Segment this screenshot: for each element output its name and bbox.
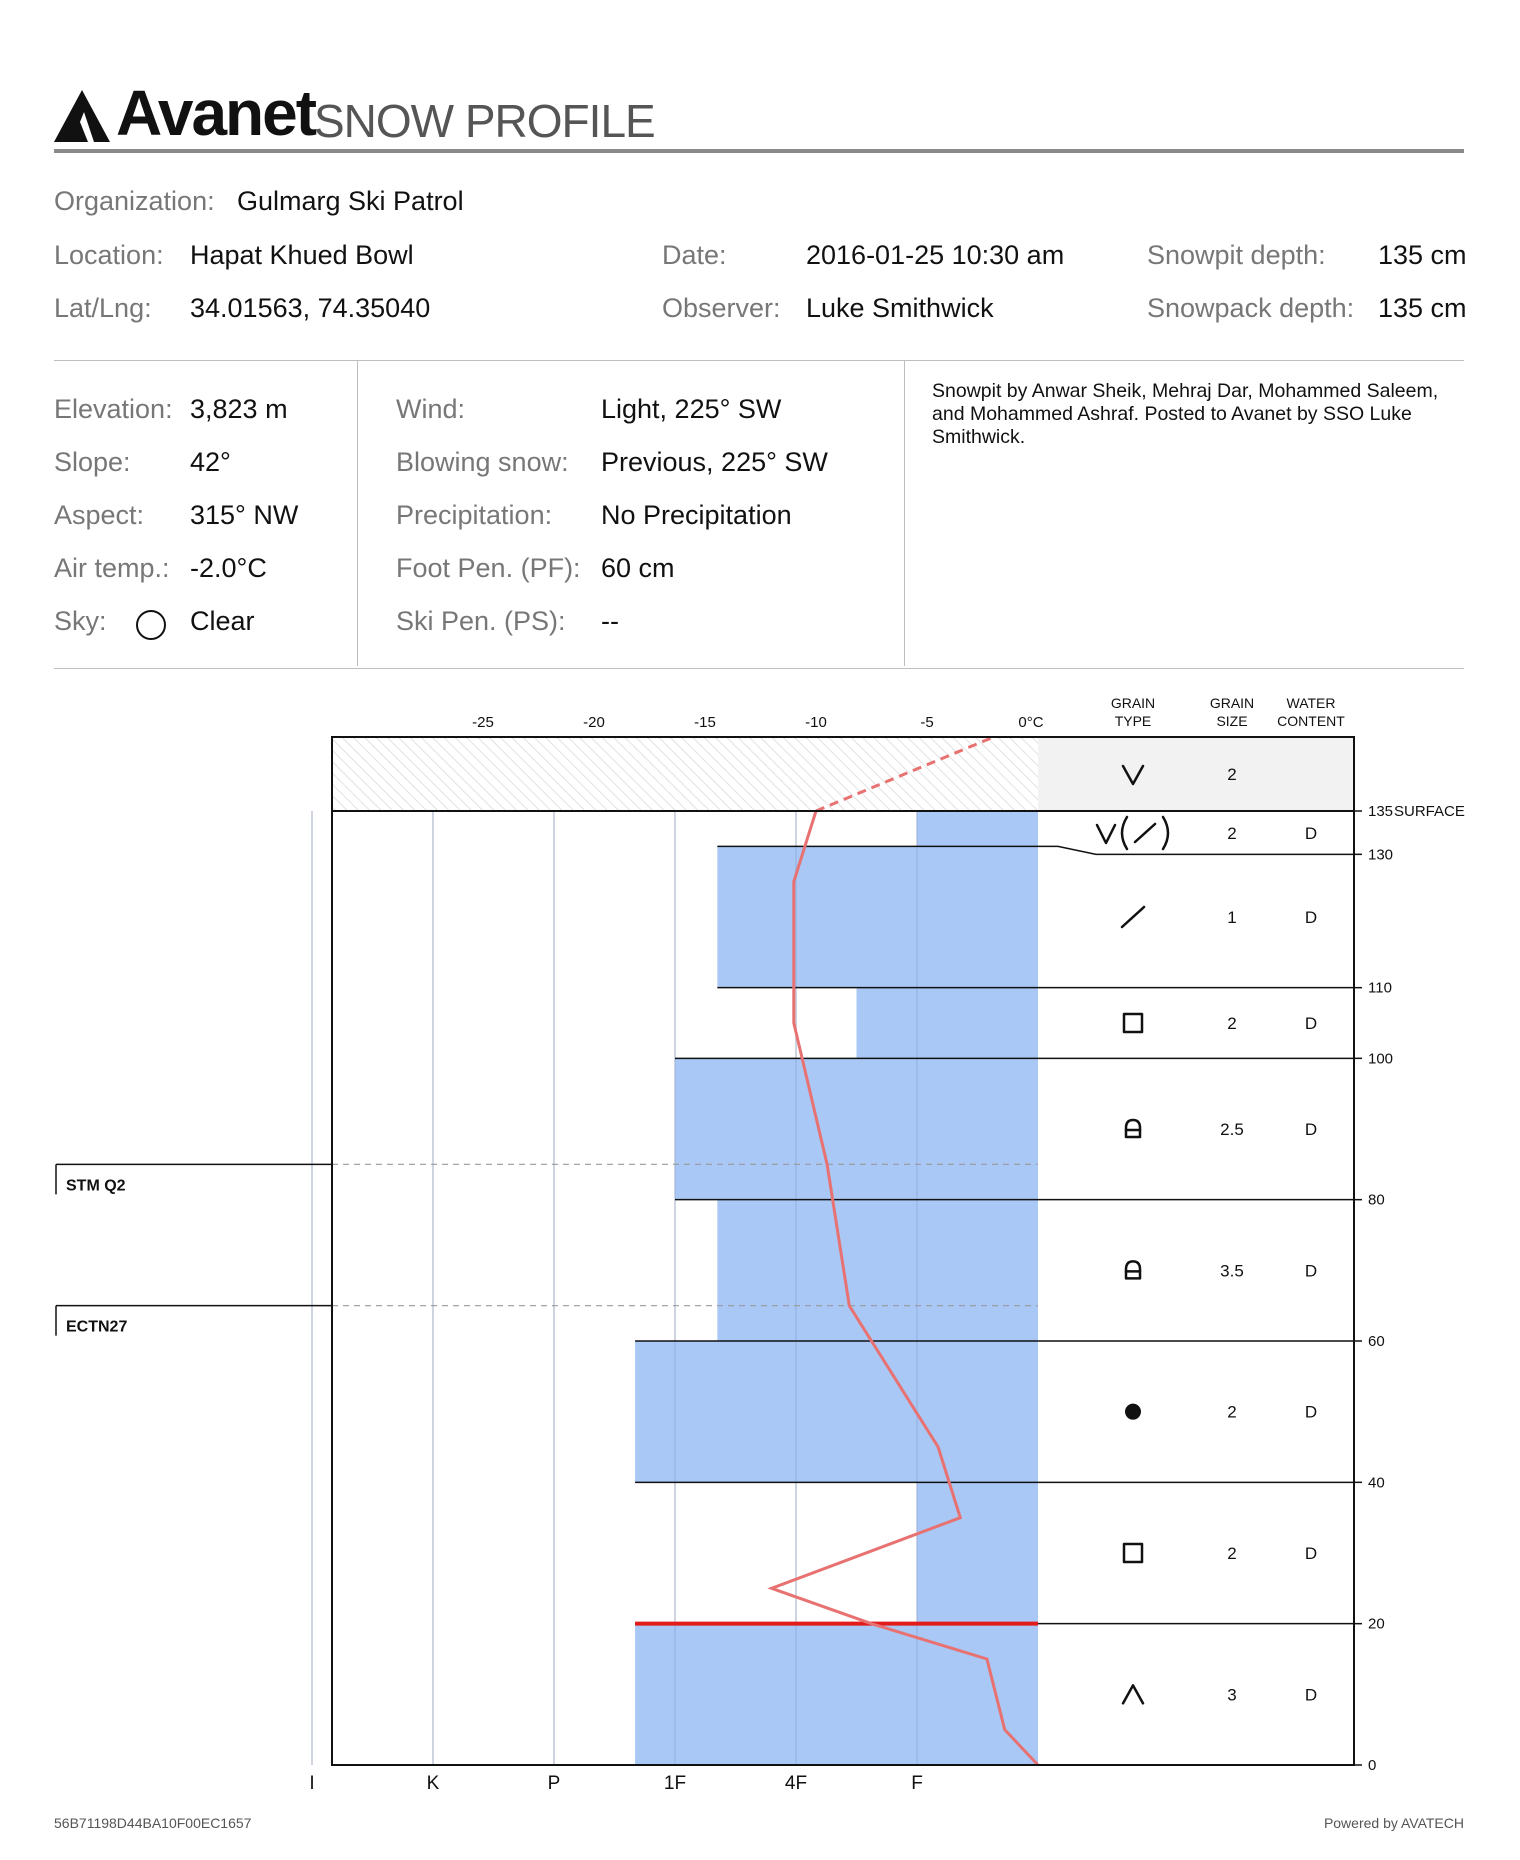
snowpit-depth-label: Snowpit depth: — [1147, 240, 1326, 270]
precipitation-value: No Precipitation — [601, 500, 792, 530]
hardness-bar — [917, 811, 1038, 846]
header-rule — [54, 149, 1464, 153]
depth-hoar-faceted-icon — [1126, 1120, 1140, 1137]
observation-notes: Snowpit by Anwar Sheik, Mehraj Dar, Mohammed Saleem, and Mohammed Ashraf. Posted to Avanet by SSO Luke Smithwick. — [932, 380, 1439, 448]
precipitation-particles-decomposing-icon — [1097, 817, 1168, 849]
hardness-tick-label: 1F — [663, 1773, 687, 1790]
grain-size-value: 2 — [1227, 1014, 1237, 1033]
water-content-value: D — [1304, 1544, 1318, 1563]
aspect-label: Aspect: — [54, 500, 145, 530]
hardness-bar — [717, 846, 1038, 987]
powered-by: Powered by AVATECH — [1323, 1815, 1464, 1831]
stability-test-label: STM Q2 — [66, 1177, 126, 1195]
snowpit-depth-value: 135 cm — [1378, 240, 1467, 270]
brand-name: Avanet — [116, 77, 316, 149]
air-temp-value: -2.0°C — [190, 553, 267, 583]
grain-type-header-1: GRAIN — [1110, 695, 1156, 711]
location-label: Location: — [54, 240, 164, 270]
temp-tick-label: -25 — [472, 714, 494, 731]
location-value: Hapat Khued Bowl — [190, 240, 414, 270]
blowing-snow-value: Previous, 225° SW — [601, 447, 828, 477]
organization-value: Gulmarg Ski Patrol — [237, 186, 464, 216]
info-divider-bottom — [54, 668, 1464, 669]
surface-grain-size: 2 — [1227, 765, 1237, 784]
stability-test-label: ECTN27 — [66, 1318, 128, 1336]
height-tick-label: 40 — [1368, 1474, 1385, 1492]
observer-label: Observer: — [662, 293, 781, 323]
wind-value: Light, 225° SW — [601, 394, 782, 424]
height-tick-label: 60 — [1368, 1333, 1385, 1350]
water-content-value: D — [1304, 1685, 1318, 1705]
height-tick-label: 130 — [1368, 846, 1394, 864]
grain-size-header-2: SIZE — [1216, 713, 1248, 729]
grain-size-value: 2 — [1227, 1544, 1237, 1563]
height-tick-label: 80 — [1368, 1191, 1385, 1209]
air-hatch-band — [332, 737, 1038, 811]
precipitation-label: Precipitation: — [396, 500, 553, 530]
date-value: 2016-01-25 10:30 am — [806, 240, 1065, 270]
avanet-logo-icon — [54, 76, 110, 146]
column-divider-1 — [357, 360, 358, 666]
grain-size-value: 3 — [1227, 1685, 1237, 1705]
temp-zero-label: 0°C — [1018, 714, 1044, 731]
grain-size-value: 3.5 — [1220, 1261, 1244, 1281]
wind-label: Wind: — [396, 394, 466, 424]
hardness-bar — [675, 1058, 1038, 1199]
hardness-bar — [635, 1341, 1038, 1482]
hardness-bar — [635, 1624, 1038, 1765]
hardness-tick-label: I — [309, 1773, 315, 1790]
temp-tick-label: -20 — [583, 714, 605, 731]
grain-size-header-1: GRAIN — [1209, 695, 1255, 711]
temp-tick-label: -15 — [694, 714, 716, 731]
snow-profile-chart — [0, 680, 1520, 1790]
grain-size-value: 2 — [1227, 1402, 1237, 1422]
elevation-value: 3,823 m — [190, 394, 288, 424]
water-content-value: D — [1304, 908, 1318, 927]
aspect-value: 315° NW — [190, 500, 299, 530]
foot-pen-label: Foot Pen. (PF): — [396, 553, 581, 583]
height-tick-label: 100 — [1368, 1050, 1394, 1068]
date-label: Date: — [662, 240, 727, 270]
observer-value: Luke Smithwick — [806, 293, 994, 323]
snowpack-depth-label: Snowpack depth: — [1147, 293, 1355, 323]
profile-id: 56B71198D44BA10F00EC1657 — [54, 1815, 252, 1831]
faceted-crystals-icon — [1124, 1014, 1142, 1032]
water-content-header-2: CONTENT — [1277, 713, 1345, 729]
sky-value: Clear — [190, 606, 255, 636]
faceted-crystals-icon — [1124, 1544, 1142, 1562]
melt-forms-icon — [1125, 1404, 1141, 1420]
info-divider-top — [54, 360, 1464, 361]
height-tick-label: 135 — [1368, 803, 1394, 820]
latlng-label: Lat/Lng: — [54, 293, 152, 323]
surface-label: SURFACE — [1394, 803, 1465, 820]
depth-hoar-faceted-icon — [1126, 1261, 1140, 1278]
blowing-snow-label: Blowing snow: — [396, 447, 569, 477]
hardness-bar — [717, 1200, 1038, 1341]
water-content-value: D — [1304, 1014, 1318, 1033]
hardness-tick-label: P — [547, 1773, 561, 1790]
foot-pen-value: 60 cm — [601, 553, 675, 583]
ski-pen-value: -- — [601, 606, 619, 636]
hardness-tick-label: K — [426, 1773, 440, 1790]
slope-label: Slope: — [54, 447, 131, 477]
ski-pen-label: Ski Pen. (PS): — [396, 606, 566, 636]
water-content-value: D — [1304, 1261, 1318, 1281]
height-tick-label: 110 — [1368, 979, 1392, 997]
height-tick-label: 20 — [1368, 1615, 1385, 1633]
column-divider-2 — [904, 360, 905, 666]
grain-size-value: 2 — [1227, 824, 1237, 843]
water-content-header-1: WATER — [1286, 695, 1336, 711]
height-tick-label: 0 — [1368, 1757, 1377, 1774]
depth-hoar-icon — [1123, 1685, 1143, 1703]
grain-size-value: 1 — [1227, 908, 1237, 927]
hardness-bar — [857, 988, 1039, 1059]
grain-columns — [1097, 765, 1317, 1704]
water-content-value: D — [1304, 1120, 1318, 1139]
clear-sky-icon — [136, 610, 166, 640]
snowpack-depth-value: 135 cm — [1378, 293, 1467, 323]
grain-size-value: 2.5 — [1220, 1120, 1244, 1139]
hardness-tick-label: F — [911, 1773, 923, 1790]
water-content-value: D — [1304, 1402, 1318, 1422]
temp-tick-label: -10 — [805, 714, 827, 731]
surface-row-bg — [1038, 737, 1354, 811]
organization-label: Organization: — [54, 186, 215, 216]
temp-tick-label: -5 — [920, 714, 934, 731]
sky-label: Sky: — [54, 606, 107, 636]
hardness-tick-label: 4F — [784, 1773, 808, 1790]
air-temp-label: Air temp.: — [54, 553, 170, 583]
elevation-label: Elevation: — [54, 394, 173, 424]
water-content-value: D — [1304, 824, 1318, 843]
slope-value: 42° — [190, 447, 231, 477]
latlng-value: 34.01563, 74.35040 — [190, 293, 431, 323]
grain-type-header-2: TYPE — [1114, 713, 1152, 729]
brand-subtitle: SNOW PROFILE — [314, 95, 655, 147]
hardness-bar — [917, 1482, 1038, 1623]
decomposing-fragmented-icon — [1122, 907, 1144, 927]
